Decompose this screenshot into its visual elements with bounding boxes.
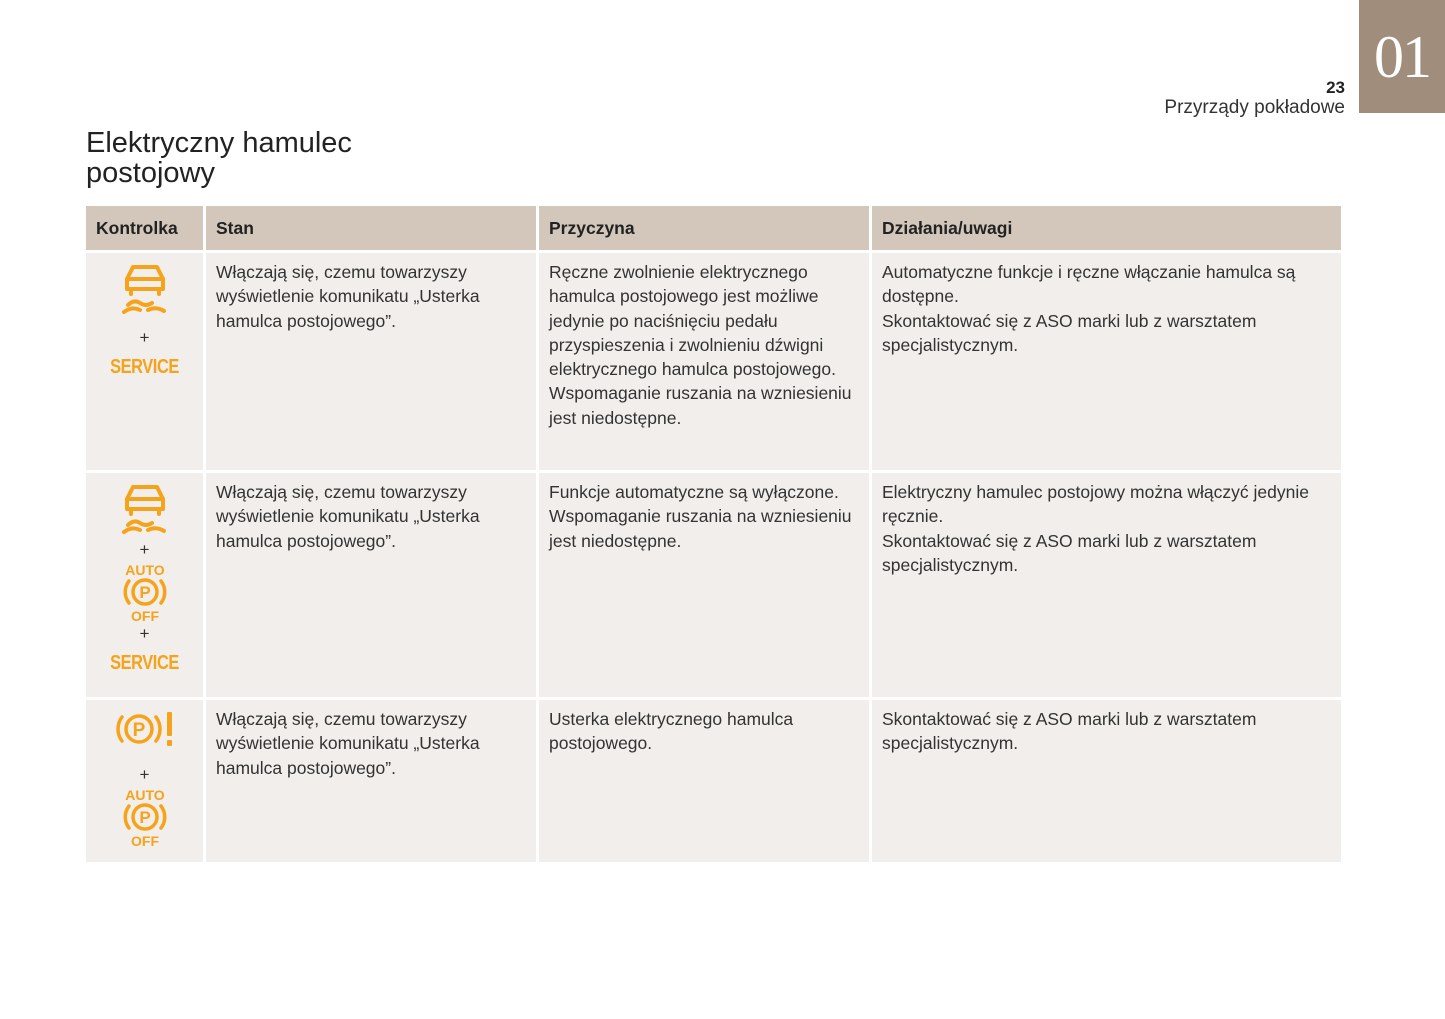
przyczyna-cell: Ręczne zwolnienie elektrycznego hamulca postojowego jest możliwe jedynie po naciśnięciu pedału przyspieszenia i zwolnieniu dźwigni elektrycznego hamulca postojowego. Wspomaganie ruszania na wzniesieniu jest niedostępne. <box>539 253 869 473</box>
column-header-stan: Stan <box>206 206 536 253</box>
przyczyna-cell: Funkcje automatyczne są wyłączone. Wspomaganie ruszania na wzniesieniu jest niedostępne. <box>539 473 869 700</box>
page-title: Elektryczny hamulec postojowy <box>86 127 352 189</box>
table-row <box>86 253 1341 473</box>
page-number: 23 <box>1326 78 1345 97</box>
column-header-kontrolka: Kontrolka <box>86 206 203 253</box>
plus-sign: + <box>139 765 150 784</box>
stan-cell: Włączają się, czemu towarzyszy wyświetlenie komunikatu „Usterka hamulca postojowego”. <box>206 473 536 700</box>
warning-lights-table <box>83 206 1344 865</box>
indicator-cell <box>86 700 203 865</box>
brake-fault-icon <box>86 261 203 315</box>
p-exclamation-icon <box>86 708 203 750</box>
svg-text:P: P <box>132 720 145 741</box>
service-icon: SERVICE <box>110 652 179 674</box>
przyczyna-cell: Usterka elektrycznego hamulca postojowego. <box>539 700 869 865</box>
table-row <box>86 473 1341 700</box>
svg-text:OFF: OFF <box>130 833 159 848</box>
svg-text:P: P <box>138 583 151 602</box>
dzialania-cell: Skontaktować się z ASO marki lub z warsztatem specjalistycznym. <box>872 700 1341 865</box>
svg-text:P: P <box>138 808 151 827</box>
plus-sign: + <box>139 328 150 347</box>
table-header-row <box>86 206 1341 253</box>
dzialania-cell: Automatyczne funkcje i ręczne włączanie hamulca są dostępne. Skontaktować się z ASO marki lub z warsztatem specjalistycznym. <box>872 253 1341 473</box>
auto-p-off-icon <box>86 786 203 848</box>
column-header-dzialania: Działania/uwagi <box>872 206 1341 253</box>
plus-sign: + <box>139 540 150 559</box>
chapter-tab: 01 <box>1359 0 1445 113</box>
dzialania-cell: Elektryczny hamulec postojowy można włączyć jedynie ręcznie. Skontaktować się z ASO marki lub z warsztatem specjalistycznym. <box>872 473 1341 700</box>
auto-p-off-icon <box>86 561 203 623</box>
svg-text:AUTO: AUTO <box>124 562 165 578</box>
service-icon: SERVICE <box>110 356 179 378</box>
table-row <box>86 700 1341 865</box>
svg-text:AUTO: AUTO <box>124 787 165 803</box>
brake-fault-icon <box>86 481 203 535</box>
column-header-przyczyna: Przyczyna <box>539 206 869 253</box>
stan-cell: Włączają się, czemu towarzyszy wyświetlenie komunikatu „Usterka hamulca postojowego”. <box>206 253 536 473</box>
indicator-cell <box>86 473 203 700</box>
section-name: Przyrządy pokładowe <box>1164 97 1345 118</box>
indicator-cell <box>86 253 203 473</box>
svg-text:OFF: OFF <box>130 608 159 623</box>
plus-sign: + <box>139 624 150 643</box>
stan-cell: Włączają się, czemu towarzyszy wyświetlenie komunikatu „Usterka hamulca postojowego”. <box>206 700 536 865</box>
